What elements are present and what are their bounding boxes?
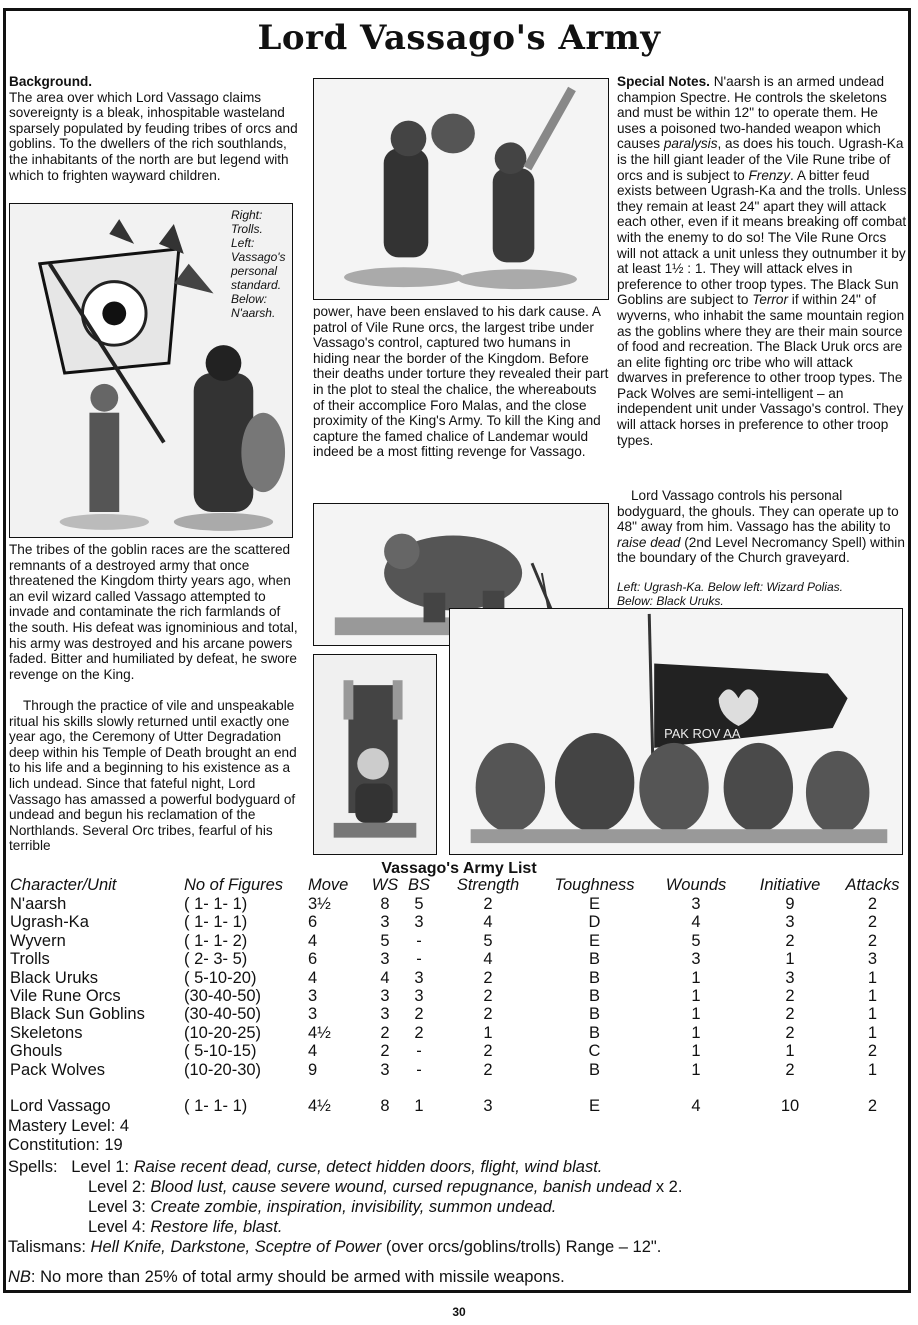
miniature-wizard-polias-image <box>314 655 436 854</box>
table-cell: 3 <box>483 1097 493 1116</box>
photo-wizard-polias <box>313 654 437 855</box>
table-cell: 3 <box>380 987 390 1006</box>
table-cell: ( 5-10-20) <box>184 968 257 987</box>
special-notes-heading: Special Notes. <box>617 74 710 89</box>
table-cell: 2 <box>483 968 493 987</box>
table-cell: 2 <box>483 895 493 913</box>
table-row <box>8 987 908 1005</box>
table-row <box>8 950 908 968</box>
table-cell: B <box>588 1060 600 1079</box>
table-cell: 1 <box>867 1005 878 1024</box>
spells-level-3 <box>88 1197 556 1217</box>
table-cell: Black Sun Goblins <box>10 1005 145 1024</box>
table-cell: Lord Vassago <box>10 1097 111 1116</box>
table-cell: 1 <box>785 1042 795 1061</box>
table-cell: 1 <box>867 1023 878 1042</box>
column-header: Strength <box>456 876 520 894</box>
army-list-body <box>8 895 908 1115</box>
table-cell: 3 <box>380 1005 390 1024</box>
table-cell: ( 1- 1- 1) <box>184 913 248 932</box>
table-cell: 6 <box>308 913 318 932</box>
table-row <box>8 913 908 931</box>
background-paragraph-1: The area over which Lord Vassago claims sovereignty is a bleak, inhospitable wasteland sparsely populated by feuding tribes of orcs and goblins. To the dwellers of the rich southlands, the inhabitants of the north are but legend with which to frighten wayward children. <box>9 89 298 183</box>
table-cell: 3 <box>308 987 318 1006</box>
special-notes-emphasis: Frenzy <box>748 167 791 183</box>
column-header: Character/Unit <box>10 876 117 894</box>
table-cell: 6 <box>308 950 318 969</box>
table-cell: 2 <box>483 1060 493 1079</box>
table-cell: ( 2- 3- 5) <box>184 950 248 969</box>
talismans <box>8 1237 661 1257</box>
table-cell: 2 <box>785 1060 795 1079</box>
table-cell: 3 <box>691 895 701 913</box>
table-cell: 8 <box>380 1097 390 1116</box>
table-cell: 9 <box>785 895 795 913</box>
table-row <box>8 1097 908 1115</box>
banner-text: PAK ROV AA <box>664 725 741 741</box>
background-paragraph-3: Through the practice of vile and unspeakable ritual his skills slowly returned until exactly one year ago, the Ceremony of Utter Degradation deep within his Temple of Death brought an end to his life and a beginning to his existence as a lich undead. Since that fateful night, Lord Vassago has amassed a powerful bodyguard of undead and begun his reclamation of the Northlands. Several Orc tribes, fearful of his terrible <box>9 698 297 854</box>
table-cell: 2 <box>867 931 878 950</box>
table-cell: 2 <box>867 913 878 932</box>
table-cell: 2 <box>785 1023 795 1042</box>
table-cell: 2 <box>414 1005 424 1024</box>
page-title: Lord Vassago's Army <box>257 18 661 58</box>
table-cell: Ugrash-Ka <box>10 913 89 932</box>
table-cell: - <box>416 950 422 969</box>
table-cell: 5 <box>414 895 424 913</box>
table-cell: 2 <box>785 1005 795 1024</box>
spells-level-4 <box>88 1217 282 1237</box>
table-cell: 2 <box>867 895 878 913</box>
caption-left-line: Below: <box>231 292 268 306</box>
table-cell: 8 <box>380 895 390 913</box>
table-cell: Skeletons <box>10 1023 83 1042</box>
table-cell: 3 <box>691 950 701 969</box>
table-cell: 4 <box>483 913 493 932</box>
table-cell: 4 <box>691 1097 701 1116</box>
background-heading: Background. <box>9 74 93 89</box>
column-header: Toughness <box>554 876 635 894</box>
table-cell: E <box>588 895 600 913</box>
table-cell: B <box>588 987 600 1006</box>
table-cell: Pack Wolves <box>10 1060 106 1079</box>
spell-level-label: Level 1: <box>71 1158 130 1176</box>
table-cell: 3 <box>308 1005 318 1024</box>
caption-left <box>231 208 301 320</box>
nb-text: : No more than 25% of total army should be armed with missile weapons. <box>30 1268 565 1286</box>
table-cell: 2 <box>483 987 493 1006</box>
special-notes-paragraph-2 <box>617 488 907 566</box>
caption-left-line: N'aarsh. <box>231 306 276 320</box>
table-cell: 5 <box>483 931 493 950</box>
table-cell: 1 <box>691 968 701 987</box>
mastery-level-value: 4 <box>119 1117 130 1135</box>
table-cell: 2 <box>785 931 795 950</box>
talismans-list: Hell Knife, Darkstone, Sceptre of Power <box>90 1238 382 1256</box>
table-cell: 3½ <box>308 895 331 913</box>
caption-left-line: Left: <box>231 236 255 250</box>
table-cell: 1 <box>785 950 795 969</box>
table-cell: 9 <box>308 1060 318 1079</box>
special-notes-text: N'aarsh is an armed undead champion Spectre. He controls the skeletons and must be within 12" to operate them. He uses a poisoned two-handed weapon which causes <box>617 74 887 152</box>
special-notes-text: . A bitter feud exists between Ugrash-Ka and the trolls. Unless they remain at least 24" apart they will attack each other, even if it means breaking off combat with the enemy to do so! The Vile Rune Orcs will not attack a unit unless they outnumber it by at least 1½ : 1. They will attack elves in preference to other troop types. The Black Sun Goblins are subject to <box>617 167 907 308</box>
caption-left-line: Right: <box>231 208 263 222</box>
spell-suffix: x 2. <box>651 1178 683 1196</box>
table-cell: 4½ <box>308 1023 331 1042</box>
table-cell: 3 <box>785 913 795 932</box>
page-number: 30 <box>452 1305 466 1319</box>
table-cell: 1 <box>867 968 878 987</box>
table-cell: 3 <box>380 913 390 932</box>
table-cell: B <box>588 1005 600 1024</box>
mastery-level-label: Mastery Level: <box>8 1117 116 1135</box>
table-row <box>8 1042 908 1060</box>
table-cell: - <box>416 1060 422 1079</box>
table-cell: 4 <box>380 968 390 987</box>
table-cell: 1 <box>691 1005 701 1024</box>
table-cell: 1 <box>483 1023 493 1042</box>
column-header: No of Figures <box>184 876 284 894</box>
table-cell: 2 <box>380 1023 390 1042</box>
table-row <box>8 1061 908 1079</box>
table-cell: 4½ <box>308 1097 331 1116</box>
special-notes-text: if within 24" of wyverns, who inhabit the same mountain region as the goblins where they are their main source of food and recreation. The Black Uruk orcs are an elite fighting orc tribe who will attack dwarves in preference to other troop types. The Pack Wolves are semi-intelligent – an independent unit under Vassago's control. They will attack horses in preference to other troop types. <box>617 292 905 448</box>
table-spacer-row <box>8 1079 908 1097</box>
photo-trolls <box>313 78 609 300</box>
background-paragraph-4: power, have been enslaved to his dark cause. A patrol of Vile Rune orcs, the largest tribe under Vassago's control, captured two humans in hiding near the border of the Kingdom. Before their deaths under torture they revealed their part in the plot to steal the chalice, the whereabouts of their accomplice Foro Malas, and the close proximity of the King's Army. To kill the King and capture the famed chalice of Landemar would indeed be a most fitting revenge for Vassago. <box>313 304 609 460</box>
table-cell: - <box>416 931 422 950</box>
table-cell: 2 <box>483 1042 493 1061</box>
table-cell: 1 <box>691 1060 701 1079</box>
table-cell: Black Uruks <box>10 968 99 987</box>
background-intro <box>9 74 299 183</box>
table-cell: 4 <box>483 950 493 969</box>
table-cell: 1 <box>691 1042 701 1061</box>
special-notes-text: (2nd Level Necromancy Spell) within the boundary of the Church graveyard. <box>617 534 905 566</box>
table-cell: 4 <box>691 913 701 932</box>
background-paragraph-2: The tribes of the goblin races are the scattered remnants of a destroyed army that once threatened the Kingdom thirty years ago, when an evil wizard called Vassago attempted to invade and contaminate the rich farmlands of the south. His defeat was ignominious and total, his army was destroyed and his arcane powers faded. Bitter and humiliated by defeat, he swore revenge on the King. <box>9 542 298 682</box>
spells-label: Spells: <box>8 1158 58 1176</box>
table-cell: 2 <box>483 1005 493 1024</box>
table-cell: ( 1- 1- 2) <box>184 931 248 950</box>
table-cell: E <box>588 931 600 950</box>
spell-level-label: Level 3: <box>88 1198 146 1216</box>
table-cell: 2 <box>785 987 795 1006</box>
column-header: WS <box>371 876 399 894</box>
table-cell: C <box>588 1042 601 1061</box>
table-cell: 2 <box>380 1042 390 1061</box>
table-cell: 1 <box>867 987 878 1006</box>
table-row <box>8 932 908 950</box>
table-cell: 1 <box>691 987 701 1006</box>
table-row <box>8 969 908 987</box>
talismans-label: Talismans: <box>8 1238 86 1256</box>
army-list-table <box>8 876 908 1115</box>
table-cell: (10-20-30) <box>184 1060 262 1079</box>
table-cell: 1 <box>414 1097 424 1116</box>
spell-list: Restore life, blast. <box>150 1218 283 1236</box>
table-cell: 4 <box>308 1042 318 1061</box>
table-cell: B <box>588 950 600 969</box>
spell-list: Raise recent dead, curse, detect hidden doors, flight, wind blast. <box>133 1158 603 1176</box>
table-cell: 4 <box>308 931 318 950</box>
spells-level-1 <box>8 1157 602 1177</box>
table-cell: (30-40-50) <box>184 1005 262 1024</box>
table-cell: B <box>588 1023 600 1042</box>
table-cell: 3 <box>380 950 390 969</box>
table-row <box>8 1024 908 1042</box>
table-cell: 3 <box>414 968 424 987</box>
special-notes-text: , as does his touch. Ugrash-Ka is the hill giant leader of the Vile Rune tribe of orcs and is subject to <box>617 136 904 183</box>
spell-level-label: Level 4: <box>88 1218 146 1236</box>
caption-left-line: standard. <box>231 278 282 292</box>
table-cell: Ghouls <box>10 1042 63 1061</box>
table-cell: Trolls <box>10 950 50 969</box>
table-cell: D <box>588 913 601 932</box>
table-cell: 5 <box>380 931 390 950</box>
table-cell: (30-40-50) <box>184 987 262 1006</box>
table-cell: B <box>588 968 600 987</box>
column-header: BS <box>407 876 430 894</box>
table-row <box>8 1005 908 1023</box>
column-header: Move <box>308 876 349 894</box>
caption-right-line: Left: Ugrash-Ka. Below left: Wizard Polias. <box>617 580 843 594</box>
mastery-level <box>8 1116 129 1136</box>
table-spacer-cell <box>8 1079 908 1097</box>
spell-level-label: Level 2: <box>88 1178 146 1196</box>
table-cell: 1 <box>867 1060 878 1079</box>
spells-level-2 <box>88 1177 682 1197</box>
table-cell: 3 <box>414 913 424 932</box>
table-cell: Wyvern <box>10 931 66 950</box>
spell-list: Create zombie, inspiration, invisibility, summon undead. <box>150 1198 557 1216</box>
talismans-suffix: (over orcs/goblins/trolls) Range – 12". <box>381 1238 662 1256</box>
table-cell: - <box>416 1042 422 1061</box>
table-cell: 5 <box>691 931 701 950</box>
table-cell: (10-20-25) <box>184 1023 262 1042</box>
special-notes-emphasis: Terror <box>752 292 789 308</box>
table-cell: 3 <box>414 987 424 1006</box>
table-cell: 1 <box>691 1023 701 1042</box>
table-cell: 2 <box>867 1042 878 1061</box>
nb-note <box>8 1267 565 1287</box>
table-cell: 4 <box>308 968 318 987</box>
constitution-label: Constitution: <box>8 1136 100 1154</box>
army-list-header-row <box>8 876 908 895</box>
nb-label: NB <box>8 1268 31 1286</box>
table-cell: 3 <box>380 1060 390 1079</box>
spell-list: Blood lust, cause severe wound, cursed repugnance, banish undead <box>150 1178 652 1196</box>
table-cell: 2 <box>867 1097 878 1116</box>
special-notes-emphasis: paralysis <box>663 136 718 152</box>
photo-black-uruks <box>449 608 903 855</box>
caption-left-line: personal <box>231 264 278 278</box>
special-notes-text: Lord Vassago controls his personal bodyguard, the ghouls. They can operate up to 48" away from him. Vassago has the ability to <box>617 488 899 535</box>
miniature-black-uruks-image <box>450 609 902 854</box>
table-cell: 3 <box>785 968 795 987</box>
constitution-value: 19 <box>104 1136 123 1154</box>
table-cell: N'aarsh <box>10 895 67 913</box>
army-list-title: Vassago's Army List <box>381 860 537 877</box>
special-notes-paragraph-1 <box>617 74 907 448</box>
caption-right-line: Below: Black Uruks. <box>617 594 724 608</box>
table-cell: ( 1- 1- 1) <box>184 1097 248 1116</box>
table-cell: 10 <box>780 1097 800 1116</box>
table-cell: Vile Rune Orcs <box>10 987 121 1006</box>
table-cell: ( 5-10-15) <box>184 1042 257 1061</box>
column-header: Initiative <box>759 876 821 894</box>
table-cell: 2 <box>414 1023 424 1042</box>
caption-right <box>617 580 907 608</box>
column-header: Wounds <box>665 876 727 894</box>
table-cell: ( 1- 1- 1) <box>184 895 248 913</box>
caption-left-line: Vassago's <box>231 250 286 264</box>
table-cell: E <box>588 1097 600 1116</box>
caption-left-line: Trolls. <box>231 222 263 236</box>
table-row <box>8 895 908 913</box>
special-notes-emphasis: raise dead <box>617 534 681 550</box>
table-cell: 3 <box>867 950 878 969</box>
column-header: Attacks <box>845 876 900 894</box>
miniature-trolls-image <box>314 79 608 299</box>
constitution <box>8 1135 123 1155</box>
